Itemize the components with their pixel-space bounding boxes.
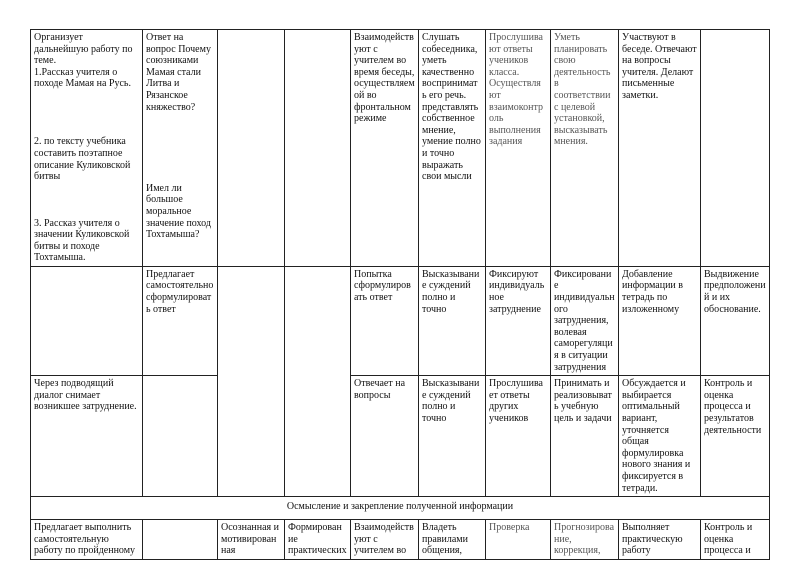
teacher-activity-cell: Через подводящий диалог снимает возникшее затруднение. <box>31 376 143 497</box>
table-row <box>31 30 770 267</box>
regulative-cell: Уметь планировать свою деятельность в соответствии с целевой установкой, высказывать мнения. <box>551 30 619 267</box>
control-cell <box>701 30 770 267</box>
student-activity-cell: Попытка сформулировать ответ <box>351 266 419 375</box>
result-cell: Обсуждается и выбирается оптимальный вариант, уточняется общая формулировка нового знания и фиксируется в тетради. <box>619 376 701 497</box>
cognitive-cell: Проверка <box>486 520 551 560</box>
merged-empty-cell <box>285 266 351 496</box>
table-row <box>31 376 770 497</box>
table-row <box>31 266 770 375</box>
teacher-activity-cell: Организует дальнейшую работу по теме. 1.Рассказ учителя о походе Мамая на Русь. 2. по тексту учебника составить поэтапное описание Куликовской битвы 3. Рассказ учителя о значении Куликовской битвы и походе Тохтамыша. <box>31 30 143 267</box>
cognitive-cell: Прослушивает ответы других учеников <box>486 376 551 497</box>
empty-cell <box>143 520 218 560</box>
cognitive-cell: Фиксируют индивидуальное затруднение <box>486 266 551 375</box>
question-cell: Предлагает самостоятельно сформулировать ответ <box>143 266 218 375</box>
result-cell: Выполняет практическую работу <box>619 520 701 560</box>
communicative-cell: Владеть правилами общения, <box>419 520 486 560</box>
communicative-cell: Высказывание суждений полно и точно <box>419 266 486 375</box>
question-cell: Ответ на вопрос Почему союзниками Мамая стали Литва и Рязанское княжество? Имел ли большое моральное значение поход Тохтамыша? <box>143 30 218 267</box>
empty-cell <box>31 266 143 375</box>
empty-cell <box>285 30 351 267</box>
control-cell: Выдвижение предположений и их обоснование. <box>701 266 770 375</box>
student-activity-cell: Взаимодействуют с учителем во <box>351 520 419 560</box>
skills-cell: Формирование практических <box>285 520 351 560</box>
regulative-cell: Фиксирование индивидуального затруднения, волевая саморегуляция в ситуации затруднения <box>551 266 619 375</box>
result-cell: Добавление информации в тетрадь по изложенному <box>619 266 701 375</box>
empty-cell <box>143 376 218 497</box>
empty-cell <box>218 30 285 267</box>
section-row <box>31 497 770 520</box>
section-title: Осмысление и закрепление полученной информации <box>31 497 770 520</box>
communicative-cell: Высказывание суждений полно и точно <box>419 376 486 497</box>
result-cell: Участвуют в беседе. Отвечают на вопросы учителя. Делают письменные заметки. <box>619 30 701 267</box>
control-cell: Контроль и оценка процесса и <box>701 520 770 560</box>
teacher-activity-cell: Предлагает выполнить самостоятельную работу по пройденному <box>31 520 143 560</box>
student-activity-cell: Отвечает на вопросы <box>351 376 419 497</box>
regulative-cell: Прогнозирование, коррекция, <box>551 520 619 560</box>
lesson-plan-table <box>30 29 770 560</box>
merged-empty-cell <box>218 266 285 496</box>
table-row <box>31 520 770 560</box>
goal-cell: Осознанная и мотивированная <box>218 520 285 560</box>
student-activity-cell: Взаимодействуют с учителем во время беседы, осуществляемой во фронтальном режиме <box>351 30 419 267</box>
control-cell: Контроль и оценка процесса и результатов деятельности <box>701 376 770 497</box>
cognitive-cell: Прослушивают ответы учеников класса. Осуществляют взаимоконтроль выполнения задания <box>486 30 551 267</box>
communicative-cell: Слушать собеседника, уметь качественно воспринимать его речь. представлять собственное мнение, умение полно и точно выражать свои мысли <box>419 30 486 267</box>
regulative-cell: Принимать и реализовывать учебную цель и задачи <box>551 376 619 497</box>
